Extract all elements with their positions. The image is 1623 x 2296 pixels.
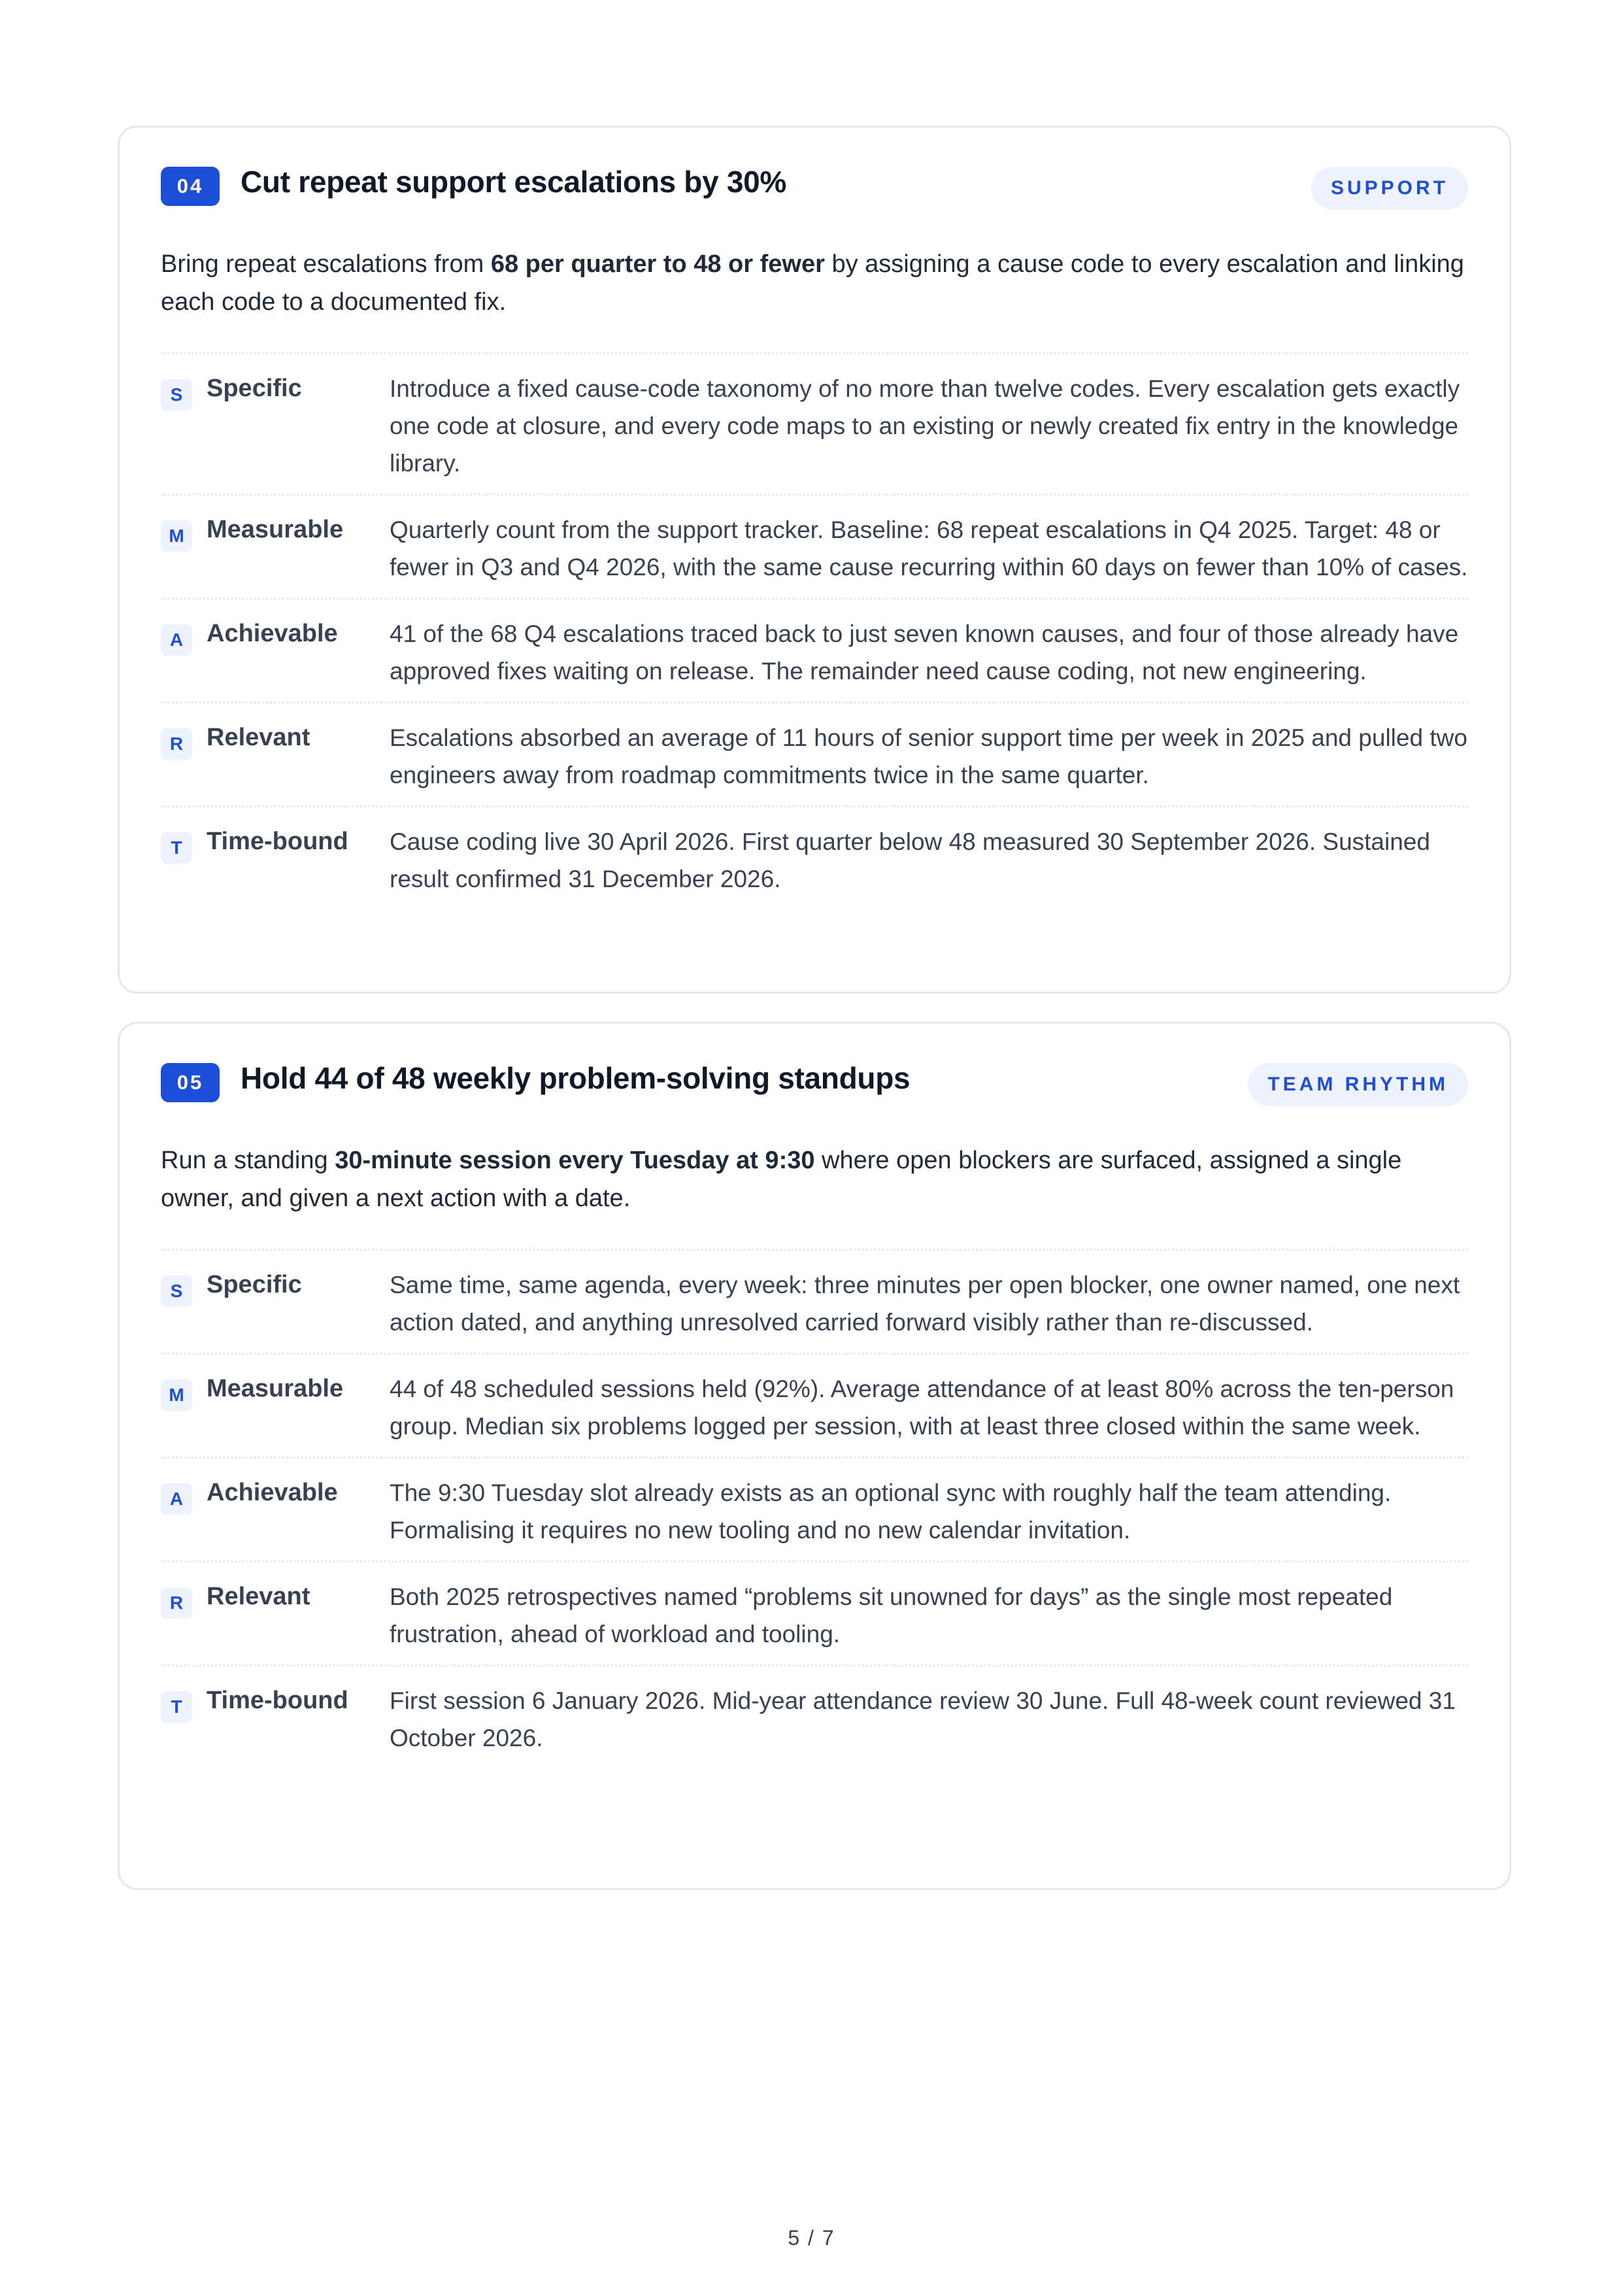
criterion-text: Same time, same agenda, every week: three minutes per open blocker, one owner named, one next action dated, and anything unresolved carried forward visibly rather than re-discussed. [390, 1272, 1460, 1336]
criterion-row-time-bound [161, 1664, 1468, 1768]
letter-badge: A [161, 1483, 192, 1515]
criterion-text: First session 6 January 2026. Mid-year attendance review 30 June. Full 48-week count reviewed 31 October 2026. [390, 1687, 1456, 1751]
letter-badge: M [161, 520, 192, 552]
criterion-label: Measurable [207, 516, 344, 543]
summary-text: where open blockers are surfaced, assigned a single owner, and given a next action with a date. [161, 1147, 1402, 1212]
criterion-text: Escalations absorbed an average of 11 hours of senior support time per week in 2025 and pulled two engineers away from roadmap commitments twice in the same quarter. [390, 724, 1467, 788]
criterion-label: Measurable [207, 1375, 344, 1402]
summary-text: Run a standing [161, 1147, 335, 1174]
criterion-text: 44 of 48 scheduled sessions held (92%). Average attendance of at least 80% across the ten-person group. Median six problems logged per session, with at least three closed within the same week. [390, 1376, 1454, 1440]
goal-summary [161, 245, 1468, 321]
goal-number-badge: 04 [161, 167, 220, 206]
criterion-label: Achievable [207, 620, 338, 647]
letter-badge: S [161, 379, 192, 411]
criterion-row-achievable [161, 1457, 1468, 1561]
letter-badge: S [161, 1275, 192, 1307]
criterion-text: Both 2025 retrospectives named “problems sit unowned for days” as the single most repeated frustration, ahead of workload and tooling. [390, 1583, 1393, 1647]
category-tag: SUPPORT [1311, 167, 1468, 210]
criterion-row-specific [161, 1249, 1468, 1353]
goal-summary [161, 1141, 1468, 1217]
criterion-label: Time-bound [207, 828, 348, 855]
criterion-text: Cause coding live 30 April 2026. First quarter below 48 measured 30 September 2026. Sustained result confirmed 31 December 2026. [390, 828, 1430, 892]
goal-header [161, 127, 1468, 245]
letter-badge: A [161, 624, 192, 656]
goal-card [118, 1022, 1511, 1890]
criterion-label: Achievable [207, 1479, 338, 1506]
criterion-row-achievable [161, 598, 1468, 701]
criterion-text: Quarterly count from the support tracker. Baseline: 68 repeat escalations in Q4 2025. Target: 48 or fewer in Q3 and Q4 2026, with the same cause recurring within 60 days on fewer than 10% of cases. [390, 516, 1468, 581]
category-tag: TEAM RHYTHM [1248, 1063, 1468, 1106]
criterion-row-relevant [161, 701, 1468, 805]
letter-badge: T [161, 832, 192, 864]
criterion-row-time-bound [161, 805, 1468, 909]
goal-number-badge: 05 [161, 1063, 220, 1102]
goal-card [118, 126, 1511, 994]
criterion-text: Introduce a fixed cause-code taxonomy of no more than twelve codes. Every escalation gets exactly one code at closure, and every code maps to an existing or newly created fix entry in the knowledge library. [390, 375, 1460, 477]
goal-title: Hold 44 of 48 weekly problem-solving standups [241, 1061, 911, 1095]
letter-badge: R [161, 728, 192, 760]
summary-highlight: 68 per quarter to 48 or fewer [490, 250, 825, 278]
letter-badge: R [161, 1587, 192, 1619]
page-number: 5 / 7 [788, 2226, 835, 2250]
criterion-row-relevant [161, 1561, 1468, 1664]
goal-title: Cut repeat support escalations by 30% [241, 165, 787, 199]
goal-header [161, 1024, 1468, 1141]
criterion-label: Relevant [207, 1583, 310, 1610]
criterion-label: Specific [207, 1271, 302, 1298]
summary-highlight: 30-minute session every Tuesday at 9:30 [335, 1147, 815, 1174]
criterion-label: Relevant [207, 724, 310, 751]
summary-text: Bring repeat escalations from [161, 250, 491, 278]
criterion-row-specific [161, 352, 1468, 494]
summary-text: by assigning a cause code to every escalation and linking each code to a documented fix. [161, 250, 1464, 316]
letter-badge: M [161, 1379, 192, 1411]
criterion-row-measurable [161, 1353, 1468, 1457]
criterion-label: Specific [207, 375, 302, 402]
criterion-label: Time-bound [207, 1687, 348, 1714]
criterion-text: The 9:30 Tuesday slot already exists as an optional sync with roughly half the team attending. Formalising it requires no new tooling and no new calendar invitation. [390, 1479, 1392, 1544]
letter-badge: T [161, 1691, 192, 1723]
criterion-row-measurable [161, 494, 1468, 598]
criterion-text: 41 of the 68 Q4 escalations traced back to just seven known causes, and four of those already have approved fixes waiting on release. The remainder need cause coding, not new engineering. [390, 620, 1459, 684]
